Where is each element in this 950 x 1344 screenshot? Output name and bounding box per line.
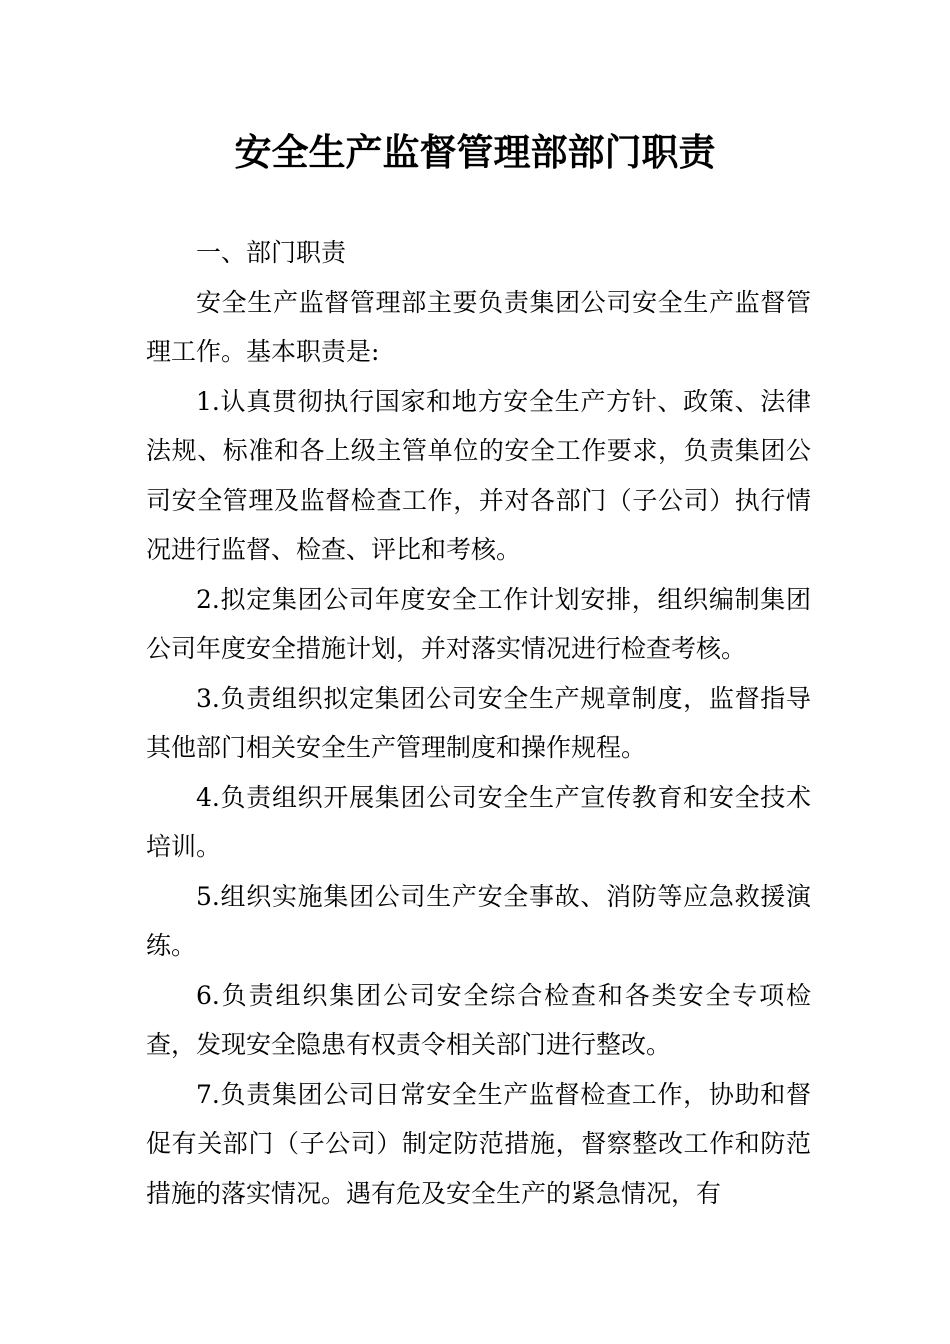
duty-item: 2.拟定集团公司年度安全工作计划安排，组织编制集团公司年度安全措施计划，并对落实情况进行检查考核。 xyxy=(146,584,811,663)
duty-item: 3.负责组织拟定集团公司安全生产规章制度，监督指导其他部门相关安全生产管理制度和操作规程。 xyxy=(146,683,811,762)
duty-item: 1.认真贯彻执行国家和地方安全生产方针、政策、法律法规、标准和各上级主管单位的安全工作要求，负责集团公司安全管理及监督检查工作，并对各部门（子公司）执行情况进行监督、检查、评比和考核。 xyxy=(146,386,811,564)
duty-item: 6.负责组织集团公司安全综合检查和各类安全专项检查，发现安全隐患有权责令相关部门进行整改。 xyxy=(146,980,811,1059)
duty-item: 5.组织实施集团公司生产安全事故、消防等应急救援演练。 xyxy=(146,881,811,960)
document-title: 安全生产监督管理部部门职责 xyxy=(234,130,716,174)
intro-paragraph: 安全生产监督管理部主要负责集团公司安全生产监督管理工作。基本职责是: xyxy=(146,287,811,366)
duty-item: 4.负责组织开展集团公司安全生产宣传教育和安全技术培训。 xyxy=(146,782,811,861)
section-heading: 一、部门职责 xyxy=(196,238,347,267)
document-body xyxy=(146,228,811,1218)
duty-item: 7.负责集团公司日常安全生产监督检查工作，协助和督促有关部门（子公司）制定防范措施，督察整改工作和防范措施的落实情况。遇有危及安全生产的紧急情况，有 xyxy=(146,1079,811,1208)
